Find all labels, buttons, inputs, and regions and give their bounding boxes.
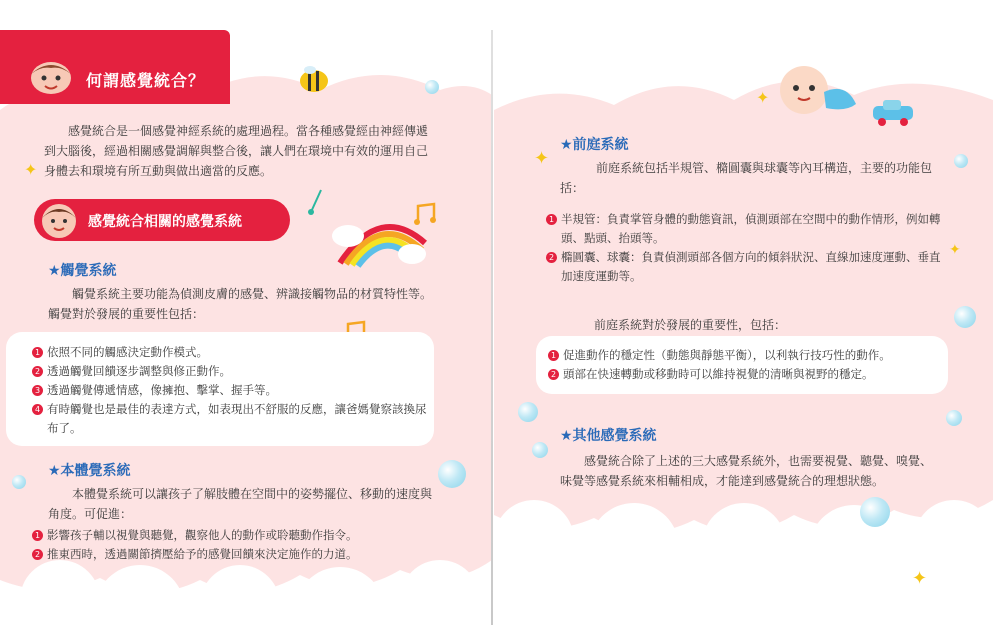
touch-list	[32, 343, 432, 438]
girl-face-icon	[26, 56, 76, 96]
sparkle-icon: ✦	[24, 160, 38, 179]
bubble-icon	[12, 475, 26, 489]
section-pill-label: 感覺統合相關的感覺系統	[88, 214, 242, 230]
importance-list	[548, 346, 946, 384]
list-item: 2 透過觸覺回饋逐步調整與修正動作。	[32, 362, 432, 381]
music-note-icon	[412, 202, 440, 226]
touch-heading: ★觸覺系統	[48, 263, 117, 279]
bubble-icon	[954, 306, 976, 328]
bee-icon	[296, 64, 332, 94]
left-page	[0, 0, 492, 625]
list-item: 3 透過觸覺傳遞情感，像擁抱、擊掌、握手等。	[32, 381, 432, 400]
sparkle-icon: ✦	[756, 88, 770, 107]
bubble-icon	[954, 154, 968, 168]
intro-paragraph: 感覺統合是一個感覺神經系統的處理過程。當各種感覺經由神經傳遞到大腦後，經過相關感覺調解與整合後，讓人們在環境中有效的運用自己身體去和環境有所互動與做出適當的反應。	[44, 124, 429, 178]
sparkle-icon: ✦	[949, 242, 961, 258]
list-item: 2 推東西時，透過關節擠壓給予的感覺回饋來決定施作的力道。	[32, 545, 452, 564]
proprio-heading: ★本體覺系統	[48, 463, 131, 479]
vestibular-list	[546, 210, 941, 286]
list-item: 4 有時觸覺也是最佳的表達方式，如表現出不舒服的反應，讓爸媽覺察該換尿布了。	[32, 400, 432, 438]
list-item: 1 促進動作的穩定性（動態與靜態平衡），以利執行技巧性的動作。	[548, 346, 946, 365]
right-cloud-background	[494, 0, 993, 625]
sparkle-icon: ✦	[912, 568, 928, 589]
other-heading: ★其他感覺系統	[560, 428, 657, 444]
page-title: 何謂感覺統合？	[86, 71, 206, 90]
bubble-icon	[438, 460, 466, 488]
other-paragraph: 感覺統合除了上述的三大感覺系統外，也需要視覺、聽覺、嗅覺、味覺等感覺系統來相輔相成，才能達到感覺統合的理想狀態。	[560, 454, 933, 488]
list-item: 1 半規管：負責掌管身體的動態資訊，偵測頭部在空間中的動作情形，例如轉頭、點頭、抬頭等。	[546, 210, 941, 248]
toy-car-icon	[869, 98, 917, 128]
baby-icon	[776, 62, 866, 122]
bubble-icon	[946, 410, 962, 426]
list-item: 2 頭部在快速轉動或移動時可以維持視覺的清晰與視野的穩定。	[548, 365, 946, 384]
vestibular-paragraph: 前庭系統包括半規管、橢圓囊與球囊等內耳構造，主要的功能包括：	[560, 161, 933, 195]
right-page	[494, 0, 993, 625]
page-gutter	[491, 30, 493, 625]
list-item: 2 橢圓囊、球囊：負責偵測頭部各個方向的傾斜狀況、直線加速度運動、垂直加速度運動等。	[546, 248, 941, 286]
bubble-icon	[532, 442, 548, 458]
list-item: 1 影響孩子輔以視覺與聽覺，觀察他人的動作或聆聽動作指令。	[32, 526, 452, 545]
list-item: 1 依照不同的觸感決定動作模式。	[32, 343, 432, 362]
touch-paragraph: 觸覺系統主要功能為偵測皮膚的感覺、辨識接觸物品的材質特性等。觸覺對於發展的重要性包括：	[48, 287, 433, 321]
vestibular-importance: 前庭系統對於發展的重要性，包括：	[594, 318, 787, 332]
sparkle-icon: ✦	[534, 148, 550, 169]
vestibular-heading: ★前庭系統	[560, 137, 629, 153]
bubble-icon	[518, 402, 538, 422]
boy-face-icon	[38, 200, 80, 240]
bubble-icon	[860, 497, 890, 527]
bubble-icon	[425, 80, 439, 94]
proprio-list	[32, 526, 452, 564]
proprio-paragraph: 本體覺系統可以讓孩子了解肢體在空間中的姿勢擺位、移動的速度與角度。可促進：	[48, 487, 433, 521]
music-note-icon	[305, 186, 327, 216]
